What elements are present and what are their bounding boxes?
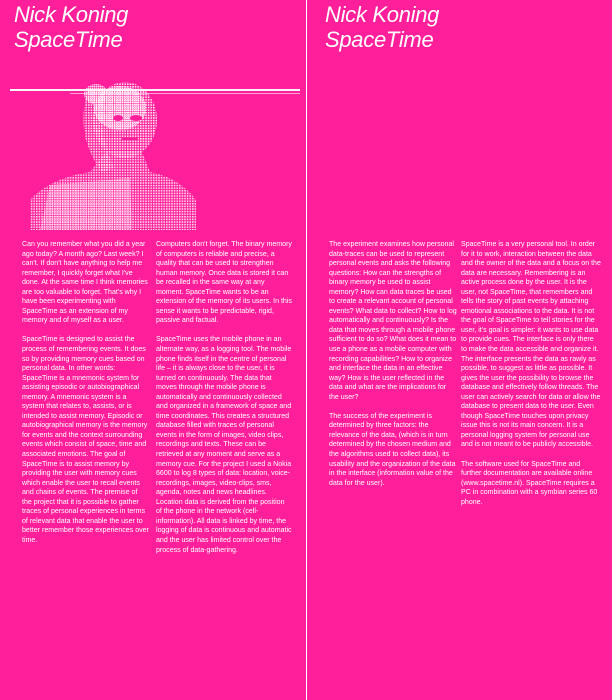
right-text-column-1	[329, 240, 457, 488]
paragraph: SpaceTime uses the mobile phone in an alternate way, as a logging tool. The mobile phone finds itself in the centre of personal life – it is always close to the user, it is turned on continuously. The data that moves through the mobile phone is automatically and continuously collected and organized in a framework of space and time coordinates. This creates a structured database filled with traces of personal events in the form of images, video clips, recordings and texts. These can be retrieved at any moment and serve as a memory cue. For the project I used a Nokia 6600 to log 8 types of data: location, voice-recordings, images, video-clips, sms, agenda, notes and news headlines. Location data is derived from the position of the phone in the network (cell-information). All data is linked by time, the logging of data is continuous and automatic and the user has limited control over the process of data-gathering.	[156, 336, 292, 554]
paragraph: The experiment examines how personal data-traces can be used to represent personal events and asks the following questions: How can the strengths of binary memory be used to assist memory? How can data traces be used to create a relevant account of personal events? What data to collect? How to log automatically and continuously? Is the data that moves through a mobile phone sufficient to do so? What does it mean to use a phone as a mobile computer with recording capabilities? How to organize and interface the data in an effective way? How is the user reflected in the data and what are the implications for the user?	[329, 241, 457, 401]
paragraph: The software used for SpaceTime and further documentation are available online (www.spacetime.nl). SpaceTime requires a PC in combination with a symbian series 60 phone.	[461, 460, 598, 506]
left-text-column-2	[156, 240, 292, 555]
paragraph: SpaceTime is designed to assist the process of remembering events. It does so by providing memory cues based on personal data. In other words: SpaceTime is a mnemonic system for assisting episodic or autobiographical memory. A mnemonic system is a system that relates to, assists, or is intended to assist memory. Episodic or autobiographical memory is the memory for events and the context surrounding events which consist of space, time and associated emotions. The goal of SpaceTime is to assist memory by providing the user with memory cues which enable the user to recall events and chains of events. The premise of the project that it is possible to gather traces of personal experiences in terms of relevant data that enable the user to better remember those experiences over time.	[22, 336, 149, 544]
paragraph: Can you remember what you did a year ago today? A month ago? Last week? I can't. If don't have anything to help me remember, I quickly forget what I've done. At the same time I think memories are too valuable to forget. That's why I have been experimenting with SpaceTime as an extension of my memory and of myself as a user.	[22, 241, 148, 325]
left-text-column-1	[22, 240, 149, 546]
page-title	[14, 2, 128, 52]
author-name: Nick Koning	[14, 2, 129, 27]
project-name: SpaceTime	[325, 27, 434, 52]
right-text-column-2	[461, 240, 601, 507]
page-title	[325, 2, 439, 52]
halftone-portrait-image	[10, 60, 300, 230]
paragraph: SpaceTime is a very personal tool. In order for it to work, interaction between the data and the owner of the data and a focus on the data are necessary. Remembering is an active process done by the user. It is the user, not SpaceTime, that remembers and tells the story of past events by attaching emotional associations to the data. It is not the goal of SpaceTime to tell stories for the user, it's goal is simpler: it wants to use data to provide cues. The interface is only there to make the data accessible and organize it. The interface presents the data as rawly as possible, to suggest as little as possible. It gives the user the possibility to browse the database and effectively follow threads. The user can actively search for data or allow the database to present data to the user. Even though SpaceTime touches upon privacy issue this is not its main concern. It is a personal logging system for personal use and is not meant to be publicly accessible.	[461, 241, 601, 449]
paragraph: The success of the experiment is determined by three factors: the relevance of the data, (which is in turn determined by the chosen medium and the algorithms used to collect data), its usability and the organization of the data in the interface (information value of the data for the user).	[329, 412, 456, 487]
author-name: Nick Koning	[325, 2, 440, 27]
project-name: SpaceTime	[14, 27, 123, 52]
paragraph: Computers don't forget. The binary memory of computers is reliable and precise, a quality that can be used to strengthen human memory. Once data is stored it can be recalled in the same way at any moment. SpaceTime wants to be an extension of the memory of its users. In this sense it wants to be predictable, rigid, passive and factual.	[156, 241, 292, 325]
right-page	[306, 0, 612, 700]
